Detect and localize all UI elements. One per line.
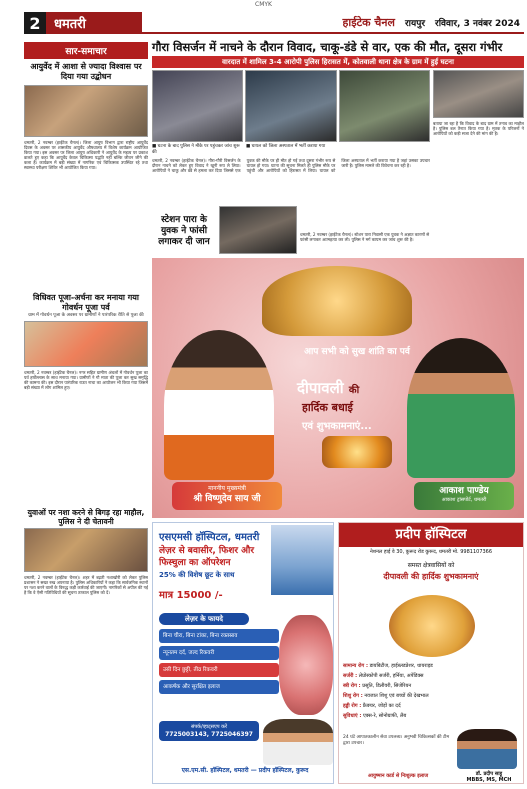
story2-text: धमतरी, 2 नवम्बर (हाईटेक चैनल)। नगर सहित ग्रामीण अंचलों में गोवर्धन पूजा का पर्व हर्षोल्लास के साथ मनाया गया। ग्रामीणों ने गौ माता की पूजा कर सुख समृद्धि की कामना की। इस दौरान पारंपरिक राउत नाचा का आयोजन भी किया गया जिसमें बड़ी संख्या में लोग शामिल हुए। — [24, 370, 148, 390]
department-label: सामान्य रोग : — [343, 663, 368, 669]
pradeep-bottom-text: 24 घंटे आपातकालीन सेवा उपलब्ध। अनुभवी चिकित्सकों की टीम द्वारा उपचार। — [343, 735, 450, 746]
department-label: हड्डी रोग : — [343, 703, 362, 709]
anatomy-illustration — [279, 615, 333, 715]
story1-headline: आयुर्वेद में आशा से ज्यादा विश्वास पर दिया गया उद्बोधन — [30, 62, 142, 81]
advertiser-role: आकाश ट्रांसपोर्ट, धमतरी — [441, 497, 487, 503]
main-photo-row — [152, 70, 430, 142]
smc-price: मात्र 15000 /- — [159, 590, 223, 601]
diwali-ad — [152, 258, 524, 518]
smc-discount: 25% की विशेष छूट के साथ — [159, 571, 235, 579]
benefits-title: लेज़र के फायदे — [159, 613, 249, 625]
main-story-text: धमतरी, 2 नवम्बर (हाईटेक चैनल)। गौरा-गौरी विसर्जन के दौरान नाचने को लेकर हुए विवाद ने खूनी रूप ले लिया। आरोपियों ने चाकू और डंडे से हमला कर दिया जिससे एक युवक की मौके पर ही मौत हो गई तथा दूसरा गंभीर रूप से घायल हो गया। घटना की सूचना मिलते ही पुलिस मौके पर पहुंची और आरोपियों को हिरासत में लिया। घायल को जिला अस्पताल में भर्ती कराया गया है जहां उसका उपचार जारी है। पुलिस मामले की विवेचना कर रही है। — [152, 158, 430, 173]
story2-photo — [24, 321, 148, 367]
wish-line1: समस्त क्षेत्रवासियों को — [407, 562, 455, 569]
chief-minister-name: श्री विष्णुदेव साय जी — [193, 494, 261, 504]
diwali-line3: हार्दिक बधाई — [302, 401, 353, 414]
department-row — [343, 671, 521, 681]
story1-photo — [24, 85, 148, 137]
advertiser-name: आकाश पाण्डेय — [439, 486, 489, 496]
deity-illustration — [262, 266, 412, 336]
story2-subhead: ग्राम में गोवर्धन पूजा के अवसर पर ग्रामीणों ने पारंपरिक रीति से पूजा की — [28, 313, 144, 318]
story3-headline: युवाओं पर नशा करने से बिगड़ रहा माहौल, पुलिस ने दी चेतावनी — [27, 508, 145, 526]
smc-footer: एस.एम.सी. हॉस्पिटल, धमतरी — प्रदीप हॉस्पिटल, कुरूद — [181, 767, 309, 774]
department-value: प्रसूति, डिलीवरी, सिजेरियन — [362, 683, 412, 689]
department-row — [343, 691, 521, 701]
edition-city: रायपुर — [404, 18, 426, 29]
departments-list — [343, 661, 521, 721]
box-story-headline: स्टेशन पारा के युवक ने फांसी लगाकर दी जान — [158, 214, 210, 247]
cmyk-marker: CMYK — [255, 1, 272, 8]
doctor-degree: MBBS, MS, MCH — [466, 777, 512, 783]
story1-text: धमतरी, 2 नवम्बर (हाईटेक चैनल)। जिला आयुष विभाग द्वारा राष्ट्रीय आयुर्वेद दिवस के अवसर पर शासकीय आयुर्वेद औषधालय में विशेष कार्यक्रम आयोजित किया गया। इस अवसर पर जिला आयुष अधिकारी ने आयुर्वेद के महत्व पर प्रकाश डालते हुए कहा कि आयुर्वेद केवल चिकित्सा पद्धति नहीं बल्कि जीवन जीने की कला है। कार्यक्रम में बड़ी संख्या में नागरिक एवं चिकित्सक उपस्थित रहे तथा स्वास्थ्य परीक्षण शिविर भी आयोजित किया गया। — [24, 140, 148, 170]
chief-minister-caption — [172, 482, 282, 510]
department-value: फ्रैक्चर, जोड़ों का दर्द — [362, 703, 401, 709]
main-right-text: बताया जा रहा है कि विवाद के बाद ग्राम में तनाव का माहौल है। पुलिस बल तैनात किया गया है। मृतक के परिजनों ने आरोपियों को कड़ी सजा देने की मांग की है। — [433, 121, 524, 136]
diya-icon — [322, 436, 392, 468]
chief-minister-role: माननीय मुख्यमंत्री — [208, 485, 246, 492]
diwali-line2 — [297, 378, 359, 398]
main-right-column — [433, 70, 524, 250]
doctor-photo — [263, 719, 333, 765]
main-right-photo — [433, 70, 524, 118]
advertiser-photo — [407, 338, 515, 478]
masthead-bar — [142, 12, 524, 34]
box-story-text: धमतरी, 2 नवम्बर (हाईटेक चैनल)। स्टेशन पारा निवासी एक युवक ने अज्ञात कारणों से फांसी लगाकर आत्महत्या कर ली। पुलिस ने मर्ग कायम कर जांच शुरू की है। — [300, 232, 430, 242]
department-value: एक्स-रे, सोनोग्राफी, लैब — [362, 713, 407, 719]
box-story-photo — [219, 206, 297, 254]
brand-name: हाईटेक चैनल — [342, 15, 395, 29]
smc-title: एसएमसी हॉस्पिटल, धमतरी — [159, 532, 260, 543]
department-label: शिशु रोग : — [343, 693, 363, 699]
benefit-item: आकर्षक और सुरक्षित इलाज — [159, 680, 279, 694]
diwali-line4: एवं शुभकामनाएं... — [302, 421, 372, 432]
goddess-illustration — [389, 595, 475, 657]
pradeep-doctor-name — [457, 771, 521, 783]
smc-contact — [159, 721, 259, 741]
smc-hospital-ad — [152, 522, 334, 784]
benefit-item: उसी दिन छुट्टी, तीव्र रिकवरी — [159, 663, 279, 677]
photo-caption-1: ■ घटना के बाद पुलिस ने मौके पर पहुंचकर जांच शुरू की — [152, 144, 240, 155]
main-photo-3 — [339, 70, 430, 142]
pradeep-doctor-photo — [457, 729, 517, 769]
page-number: 2 — [24, 12, 46, 34]
contact-numbers: 7725003143, 7725046397 — [165, 731, 253, 738]
pradeep-address: नेशनल हाई वे 30, कुरूद रोड कुरूद, धमतरी मो. 9981107366 — [369, 549, 493, 555]
chief-minister-photo — [164, 330, 274, 480]
left-column — [24, 42, 148, 502]
pradeep-tag: आयुष्मान कार्ड से निःशुल्क इलाज — [367, 773, 429, 779]
wish-line2: दीपावली की हार्दिक शुभकामनाएं — [383, 572, 479, 581]
story2-headline: विधिवत पूजा-अर्चना कर मनाया गया गोवर्धन पूजा पर्व — [33, 293, 139, 312]
benefit-item: बिना चीरा, बिना टांका, बिना रक्तस्राव — [159, 629, 279, 643]
hospital-building-image — [271, 525, 333, 595]
benefits-list — [159, 629, 279, 697]
department-value: नवजात शिशु एवं बच्चों की देखभाल — [364, 693, 429, 699]
benefit-item: न्यूनतम दर्द, जल्द रिकवरी — [159, 646, 279, 660]
department-label: स्त्री रोग : — [343, 683, 361, 689]
diwali-line1: आप सभी को सुख शांति का पर्व — [304, 347, 410, 357]
department-row — [343, 701, 521, 711]
smc-headline: लेज़र से बवासीर, फिशर और फिस्चुला का ऑपरेशन — [159, 546, 255, 568]
department-row — [343, 661, 521, 671]
pradeep-title: प्रदीप हॉस्पिटल — [339, 523, 523, 547]
masthead — [24, 10, 524, 36]
department-label: सर्जरी : — [343, 673, 358, 679]
diwali-suffix: की — [348, 385, 360, 396]
photo-caption-2: ■ घायल को जिला अस्पताल में भर्ती कराया गया — [246, 144, 326, 149]
diwali-word: दीपावली — [297, 379, 344, 397]
section-header: सार-समाचार — [24, 42, 148, 59]
department-row — [343, 681, 521, 691]
department-value: लेप्रोस्कोपी सर्जरी, हर्निया, अपेंडिक्स — [358, 673, 424, 679]
main-photo-1 — [152, 70, 243, 142]
main-headline: गौरा विसर्जन में नाचने के दौरान विवाद, चाकू-डंडे से वार, एक की मौत, दूसरा गंभीर — [152, 40, 503, 54]
department-row — [343, 711, 521, 721]
advertiser-caption — [414, 482, 514, 510]
department-value: डायबिटीज, हाईब्लडप्रेशर, थायराइड — [369, 663, 433, 669]
story3-text: धमतरी, 2 नवम्बर (हाईटेक चैनल)। शहर में बढ़ती नशाखोरी को लेकर पुलिस प्रशासन ने सख्त रुख अपनाया है। पुलिस अधिकारियों ने कहा कि सार्वजनिक स्थानों पर नशा करने वालों के विरुद्ध कड़ी कार्रवाई की जाएगी। नागरिकों से अपील की गई है कि वे ऐसी गतिविधियों की सूचना तत्काल पुलिस को दें। — [24, 575, 148, 595]
main-subhead: वारदात में शामिल 3-4 आरोपी पुलिस हिरासत में, कोतवाली थाना क्षेत्र के ग्राम में हुई घटना — [152, 56, 524, 68]
edition-date: रविवार, 3 नवंबर 2024 — [435, 18, 520, 29]
main-photo-2 — [245, 70, 336, 142]
left-column-lower — [24, 505, 148, 785]
department-label: सुविधाएं : — [343, 713, 362, 719]
contact-label: संपर्क/व्हाट्सएप करें — [190, 724, 228, 730]
doctor-name: डॉ. प्रदीप साहू — [475, 771, 503, 777]
pradeep-hospital-ad — [338, 522, 524, 784]
section-name: धमतरी — [46, 12, 142, 34]
story3-photo — [24, 528, 148, 572]
